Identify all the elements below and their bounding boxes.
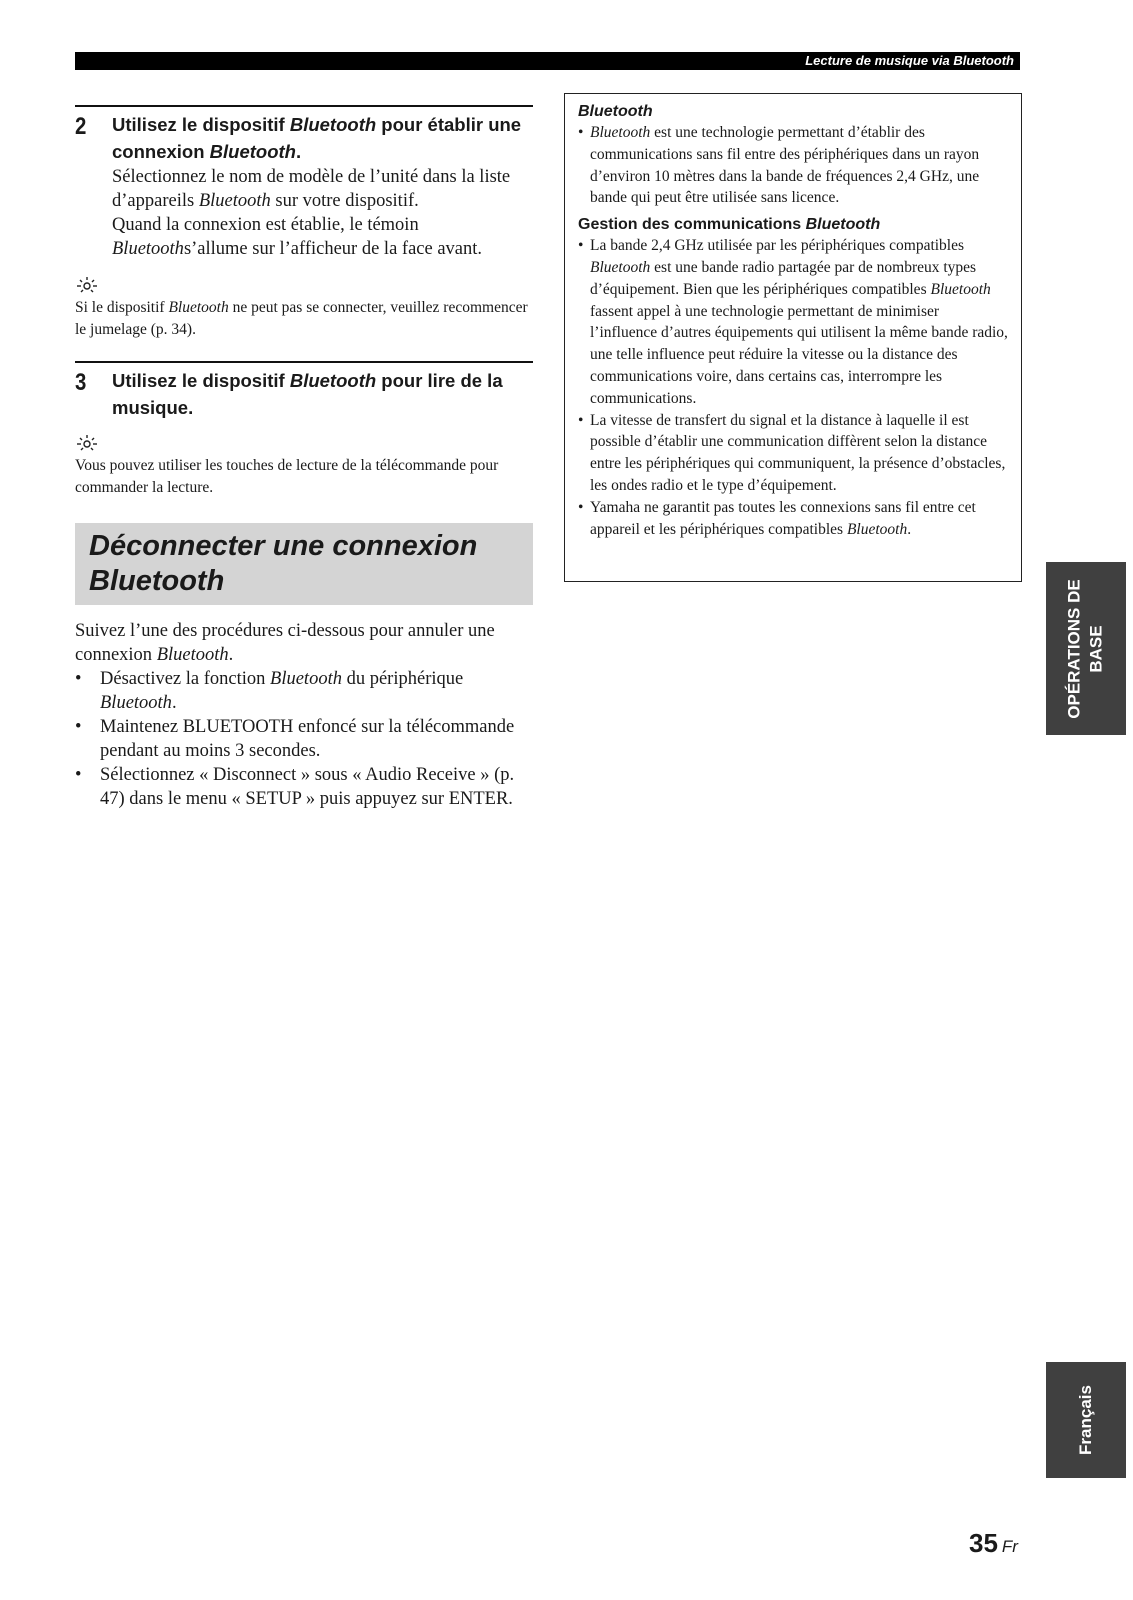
lightbulb-icon <box>75 433 99 453</box>
list-item: • Sélectionnez « Disconnect » sous « Audio Receive » (p. 47) dans le menu « SETUP » puis appuyez sur ENTER. <box>75 763 533 811</box>
lightbulb-icon <box>75 275 99 295</box>
tip-note <box>75 275 533 341</box>
step-body <box>112 165 533 261</box>
step-heading: Utilisez le dispositif Bluetooth pour établir une connexion Bluetooth. <box>112 114 522 162</box>
step-number: 3 <box>75 369 87 396</box>
notes-subheading: Gestion des communications Bluetooth <box>578 216 881 234</box>
section-intro: Suivez l’une des procédures ci-dessous pour annuler une connexion Bluetooth. <box>75 621 495 665</box>
step-heading: Utilisez le dispositif Bluetooth pour lire de la musique. <box>112 370 503 418</box>
list-item: • Yamaha ne garantit pas toutes les connexions sans fil entre cet appareil et les périphériques compatibles Bluetooth. <box>578 497 1009 541</box>
procedure-list <box>75 667 533 811</box>
notes-heading: Bluetooth <box>578 103 653 120</box>
list-item: • Bluetooth est une technologie permettant d’établir des communications sans fil entre des périphériques dans un rayon d’environ 10 mètres dans la bande de fréquences 2,4 GHz, une bande qui peut être utilisée sans licence. <box>578 122 1009 209</box>
left-column <box>75 105 533 811</box>
list-item: • La bande 2,4 GHz utilisée par les périphériques compatibles Bluetooth est une bande radio partagée par de nombreux types d’équipement. Bien que les périphériques compatibles Bluetooth fassent appel à une technologie permettant de minimiser l’influence d’autres équipements qui utilisent la même bande radio, une telle influence peut réduire la vitesse ou la distance des communications voire, dans certains cas, interrompre les communications. <box>578 235 1009 409</box>
notes-list <box>578 235 1009 540</box>
language-tab: Français <box>1046 1362 1126 1478</box>
section-tab: OPÉRATIONS DE BASE <box>1046 562 1126 735</box>
notes-list <box>578 122 1009 209</box>
step-3 <box>75 361 533 421</box>
page-number: 35 Fr <box>969 1528 1018 1558</box>
list-item: • Maintenez BLUETOOTH enfoncé sur la télécommande pendant au moins 3 secondes. <box>75 715 533 763</box>
tip-text: Si le dispositif Bluetooth ne peut pas se connecter, veuillez recommencer le jumelage (p. 34). <box>75 299 528 338</box>
section-title: Déconnecter une connexion Bluetooth <box>75 523 533 605</box>
step-instruction: Sélectionnez le nom de modèle de l’unité dans la liste d’appareils Bluetooth sur votre dispositif. <box>112 167 511 211</box>
step-result: Quand la connexion est établie, le témoin Bluetooths’allume sur l’afficheur de la face avant. <box>112 215 483 259</box>
step-number: 2 <box>75 113 87 140</box>
running-header <box>75 52 1020 70</box>
step-2 <box>75 105 533 261</box>
tip-text: Vous pouvez utiliser les touches de lecture de la télécommande pour commander la lecture. <box>75 457 499 496</box>
list-item: • Désactivez la fonction Bluetooth du périphérique Bluetooth. <box>75 667 533 715</box>
notes-box <box>564 93 1022 582</box>
running-header-title: Lecture de musique via Bluetooth <box>805 53 1014 68</box>
tip-note <box>75 433 533 499</box>
list-item: • La vitesse de transfert du signal et la distance à laquelle il est possible d’établir une communication diffèrent selon la distance entre les périphériques qui communiquent, la présence d’obstacles, les ondes radio et le type d’équipement. <box>578 410 1009 497</box>
